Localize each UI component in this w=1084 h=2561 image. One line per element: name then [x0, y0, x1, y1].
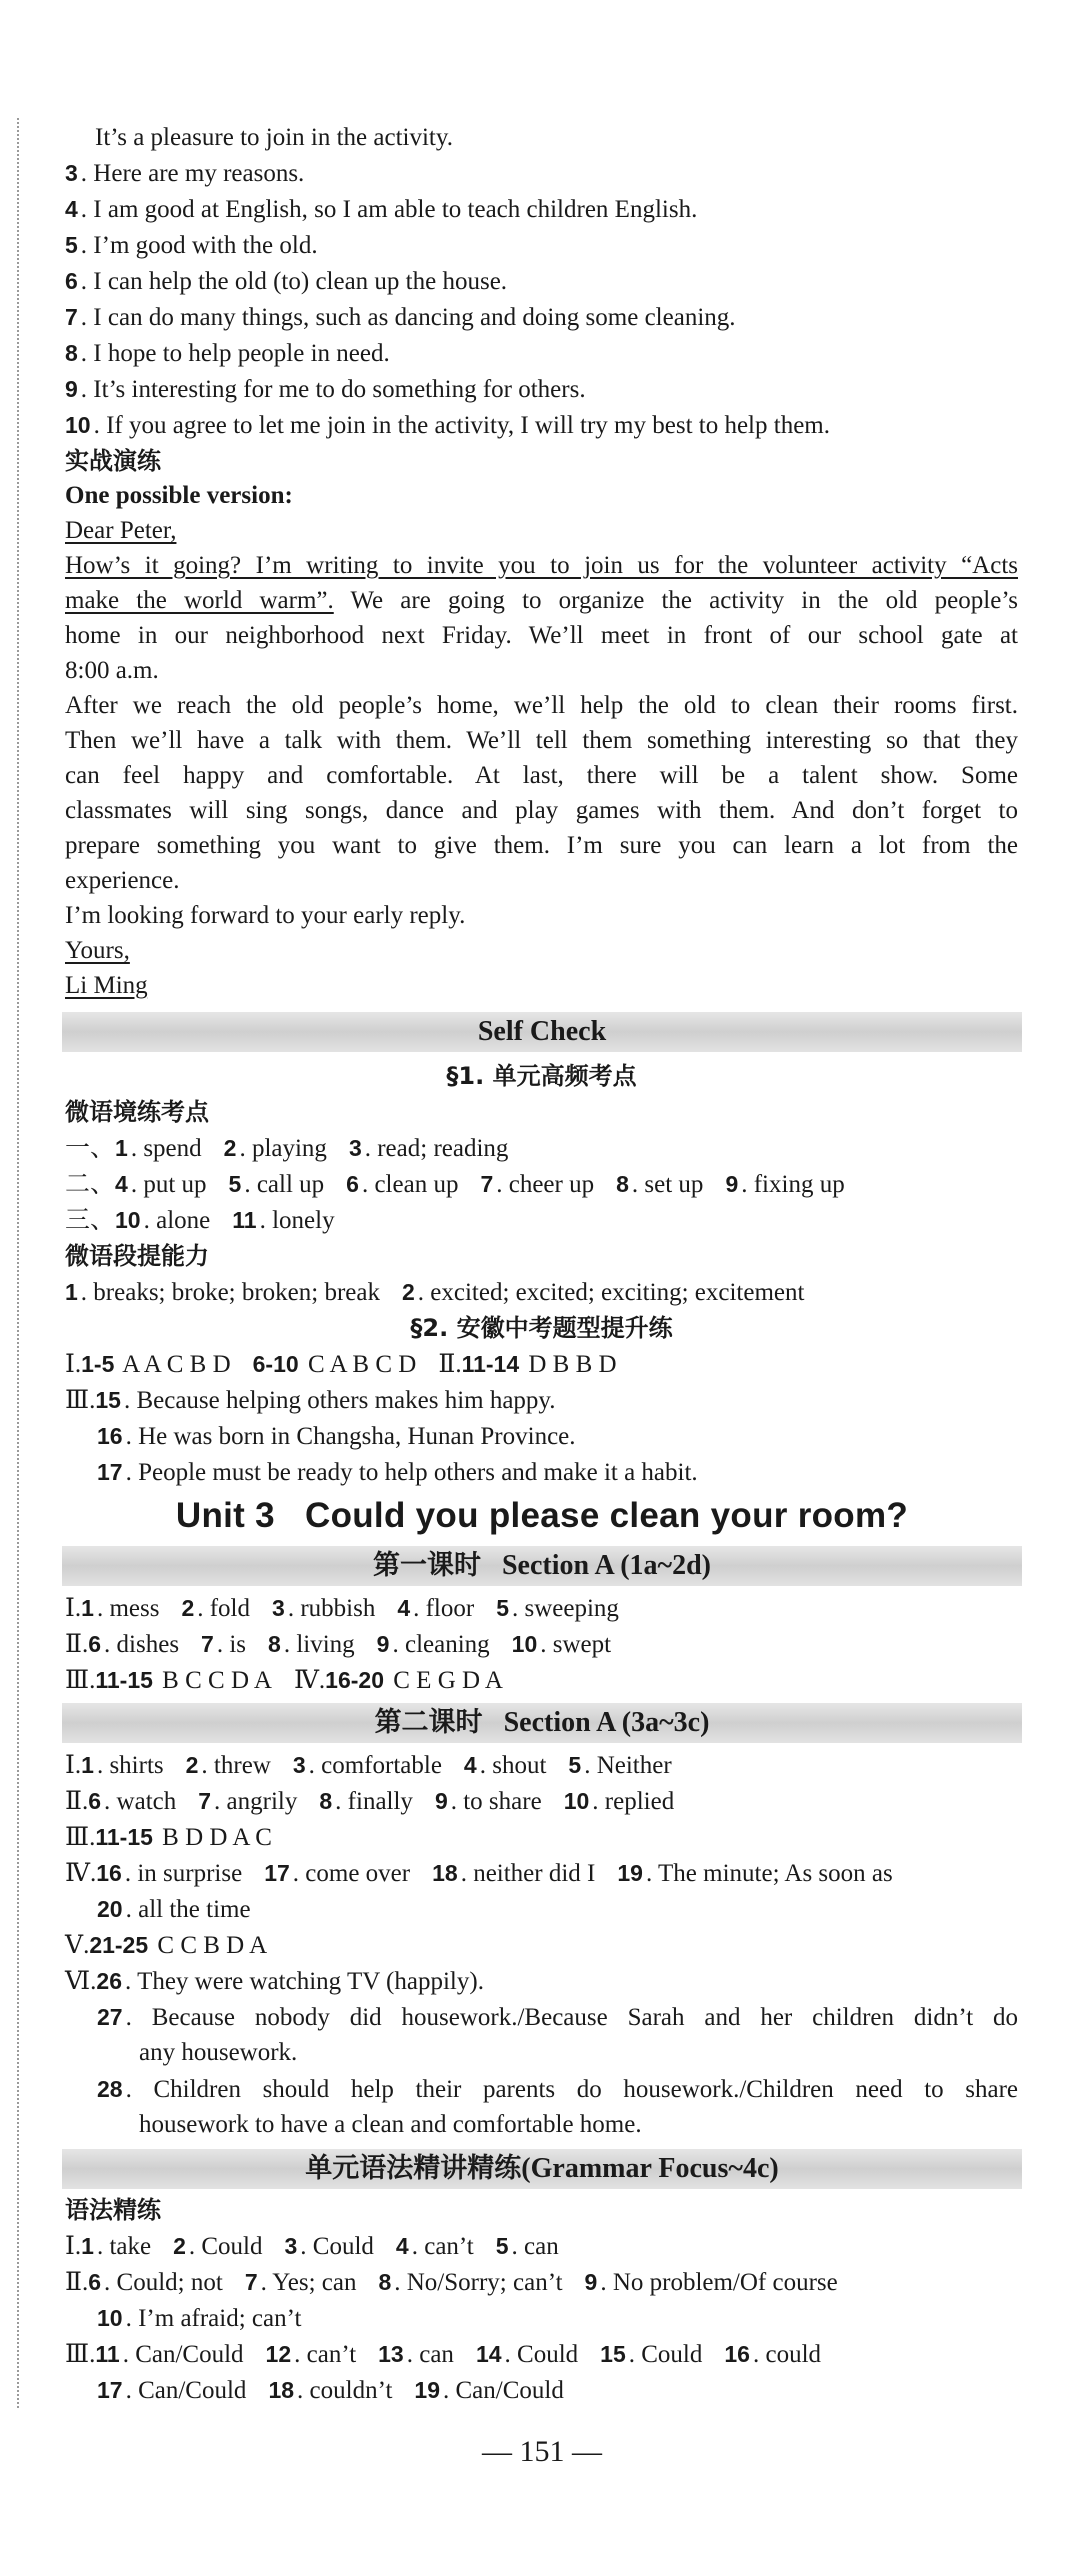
answer-row: housework to have a clean and comfortable home.: [139, 2111, 642, 2138]
page-number: — 151 —: [482, 2435, 602, 2468]
left-margin-rule: [17, 118, 19, 2408]
section-1-title: §1. 单元高频考点: [446, 1062, 637, 1090]
self-check-banner: Self Check: [62, 1012, 1022, 1052]
salutation: Dear Peter,: [65, 517, 177, 544]
signature: Li Ming: [65, 972, 148, 999]
answer-row: Ⅴ.21-25 C C B D A: [65, 1932, 268, 1959]
unit-title: Unit 3 Could you please clean your room?: [175, 1496, 909, 1535]
answer-row: Ⅰ.1 . shirts 2 . threw 3 . comfortable 4 . shout 5 . Neither: [65, 1752, 672, 1779]
answer-row: Ⅰ.1 . mess 2 . fold 3 . rubbish 4 . floor 5 . sweeping: [65, 1595, 619, 1622]
answer-row: Ⅵ.26 . They were watching TV (happily).: [65, 1968, 484, 1995]
letter-line: 8:00 a.m.: [65, 657, 159, 684]
letter-line: prepare something you want to give them. I’m sure you can learn a lot from the: [65, 832, 1018, 859]
answer-row: 20 . all the time: [97, 1896, 251, 1923]
micro-paragraph-heading: 微语段提能力: [65, 1242, 209, 1270]
grammar-banner: 单元语法精讲精练(Grammar Focus~4c): [62, 2149, 1022, 2189]
list-item: 8 . I hope to help people in need.: [65, 340, 390, 367]
list-item: 10 . If you agree to let me join in the activity, I will try my best to help them.: [65, 412, 830, 439]
letter-line: home in our neighborhood next Friday. We’ll meet in front of our school gate at: [65, 622, 1018, 649]
letter-line: experience.: [65, 867, 180, 894]
list-item: 4 . I am good at English, so I am able to teach children English.: [65, 196, 698, 223]
lesson-2-banner: 第二课时 Section A (3a~3c): [62, 1703, 1022, 1743]
list-item: 6 . I can help the old (to) clean up the house.: [65, 268, 508, 295]
answer-row: 17 . People must be ready to help others and make it a habit.: [97, 1459, 698, 1486]
intro-line: It’s a pleasure to join in the activity.: [95, 124, 454, 151]
answer-row: Ⅲ.15 . Because helping others makes him happy.: [65, 1387, 556, 1414]
answer-row: Ⅱ.6 . watch 7 . angrily 8 . finally 9 . to share 10 . replied: [65, 1788, 675, 1815]
lesson-1-banner: 第一课时 Section A (1a~2d): [62, 1546, 1022, 1586]
letter-line: can feel happy and comfortable. At last, there will be a talent show. Some: [65, 762, 1018, 789]
letter-line: Then we’ll have a talk with them. We’ll tell them something interesting so that they: [65, 727, 1018, 754]
letter-line: make the world warm”. We are going to organize the activity in the old people’s: [65, 587, 1018, 614]
letter-line: After we reach the old people’s home, we’ll help the old to clean their rooms first.: [65, 692, 1018, 719]
answer-row: 二、4 . put up 5 . call up 6 . clean up 7 . cheer up 8 . set up 9 . fixing up: [65, 1171, 845, 1198]
answer-row: 一、1 . spend 2 . playing 3 . read; reading: [65, 1135, 509, 1162]
list-item: 3 . Here are my reasons.: [65, 160, 305, 187]
practice-heading: 实战演练: [65, 447, 161, 475]
answer-row: 16 . He was born in Changsha, Hunan Province.: [97, 1423, 576, 1450]
version-label: One possible version:: [65, 482, 293, 509]
answer-row: 28 . Children should help their parents do housework./Children need to share: [97, 2076, 1019, 2103]
answer-row: Ⅰ.1 . take 2 . Could 3 . Could 4 . can’t 5 . can: [65, 2233, 559, 2260]
list-item: 7 . I can do many things, such as dancing and doing some cleaning.: [65, 304, 736, 331]
answer-row: Ⅰ.1-5 A A C B D 6-10 C A B C D Ⅱ.11-14 D B B D: [65, 1351, 617, 1378]
answer-row: Ⅱ.6 . dishes 7 . is 8 . living 9 . cleaning 10 . swept: [65, 1631, 612, 1658]
answer-row: 10 . I’m afraid; can’t: [97, 2305, 302, 2332]
answer-row: Ⅲ.11 . Can/Could 12 . can’t 13 . can 14 . Could 15 . Could 16 . could: [65, 2341, 822, 2368]
answer-row: Ⅱ.6 . Could; not 7 . Yes; can 8 . No/Sorry; can’t 9 . No problem/Of course: [65, 2269, 838, 2296]
letter-line: classmates will sing songs, dance and play games with them. And don’t forget to: [65, 797, 1018, 824]
grammar-heading: 语法精练: [65, 2196, 161, 2224]
letter-line: How’s it going? I’m writing to invite you to join us for the volunteer activity “Acts: [65, 552, 1018, 579]
answer-row: 1 . breaks; broke; broken; break 2 . excited; excited; exciting; excitement: [65, 1279, 805, 1306]
answer-row: 17 . Can/Could 18 . couldn’t 19 . Can/Could: [97, 2377, 564, 2404]
sign-off: Yours,: [65, 937, 130, 964]
list-item: 9 . It’s interesting for me to do something for others.: [65, 376, 586, 403]
micro-context-heading: 微语境练考点: [65, 1098, 209, 1126]
closing-line: I’m looking forward to your early reply.: [65, 902, 466, 929]
list-item: 5 . I’m good with the old.: [65, 232, 318, 259]
answer-row: Ⅳ.16 . in surprise 17 . come over 18 . neither did I 19 . The minute; As soon as: [65, 1860, 893, 1887]
section-2-title: §2. 安徽中考题型提升练: [410, 1314, 673, 1342]
answer-row: Ⅲ.11-15 B D D A C: [65, 1824, 272, 1851]
answer-row: 27 . Because nobody did housework./Because Sarah and her children didn’t do: [97, 2004, 1019, 2031]
answer-row: Ⅲ.11-15 B C C D A Ⅳ.16-20 C E G D A: [65, 1667, 503, 1694]
answer-row: any housework.: [139, 2039, 298, 2066]
answer-row: 三、10 . alone 11 . lonely: [65, 1207, 335, 1234]
